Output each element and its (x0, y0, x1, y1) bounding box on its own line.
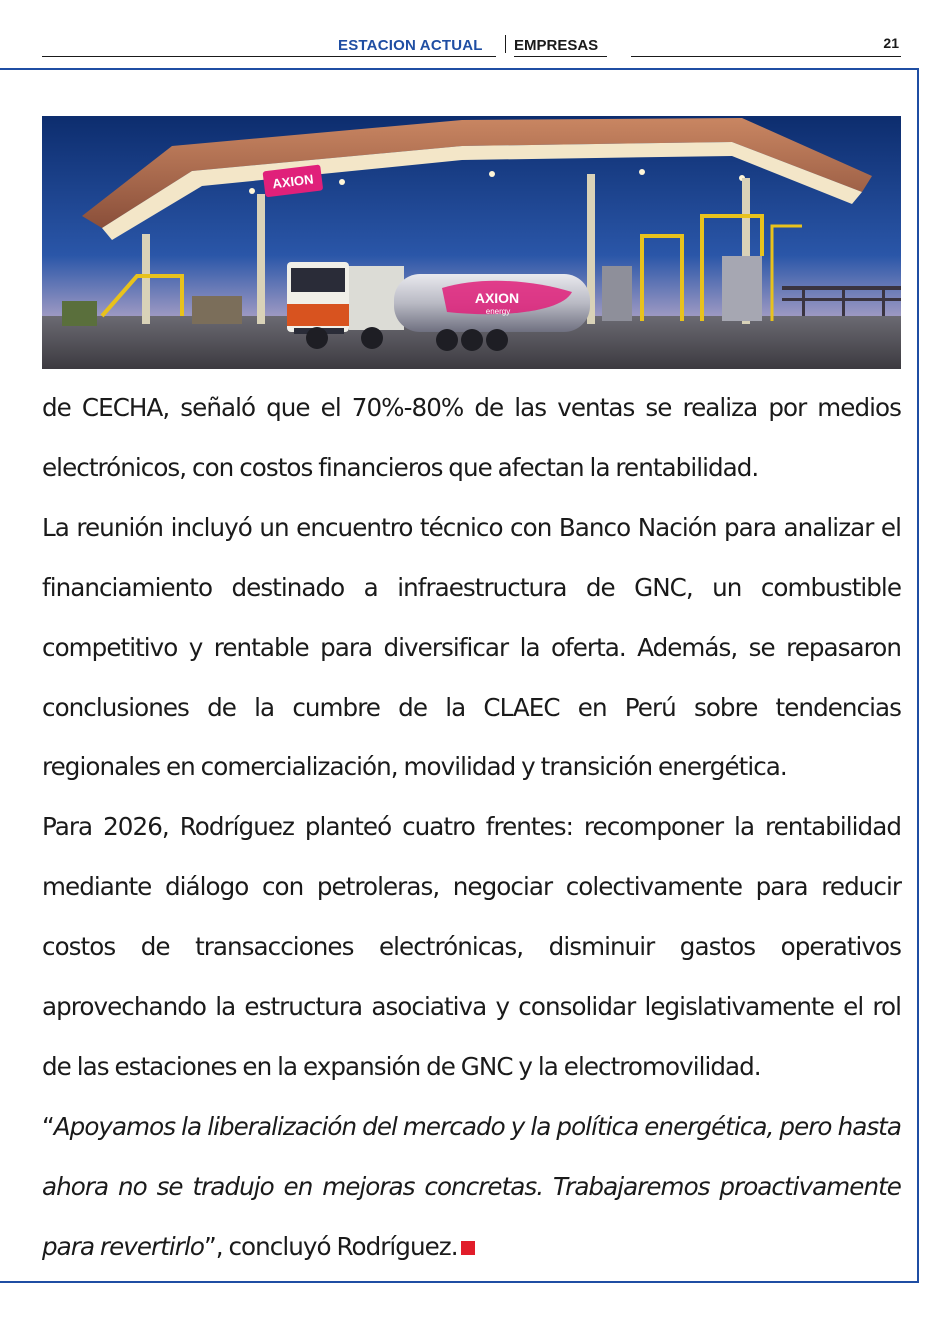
category-label: EMPRESAS (514, 37, 599, 54)
quote-attribution: ”, concluyó Rodríguez. (203, 1231, 458, 1261)
header-rule-left (42, 56, 496, 57)
closing-quote-paragraph (42, 1097, 901, 1277)
tanker-brand-text: AXION (474, 290, 520, 306)
page-number: 21 (883, 35, 899, 51)
frame-top-border (0, 68, 919, 70)
tanker-sub-text: energy (485, 307, 511, 316)
paragraph-3: Para 2026, Rodríguez planteó cuatro frentes: recomponer la rentabilidad mediante diálogo con petroleras, negociar colectivamente para reducir costos de transacciones electrónicas, disminuir gastos operativos aprovechando la estructura asociativa y consolidar legislativamente el rol de las estaciones en la expansión de GNC y la electromovilidad. (42, 812, 901, 1081)
quote-text: Apoyamos la liberalización del mercado y la política energética, pero hasta ahora no se tradujo en mejoras concretas. Trabajaremos proactivamente para revertirlo (42, 1111, 901, 1261)
end-of-article-mark (461, 1241, 475, 1255)
frame-right-border (917, 68, 919, 1283)
article-body (42, 378, 901, 1277)
page-header (0, 0, 935, 70)
article-photo (42, 116, 901, 369)
section-label: ESTACION ACTUAL (338, 37, 483, 54)
header-rule-right (631, 56, 901, 57)
frame-bottom-border (0, 1281, 919, 1283)
axion-sign-text: AXION (271, 171, 315, 192)
quote-open-mark: “ (42, 1111, 54, 1141)
paragraph-2: La reunión incluyó un encuentro técnico con Banco Nación para analizar el financiamiento destinado a infraestructura de GNC, un combustible competitivo y rentable para diversificar la oferta. Además, se repasaron conclusiones de la cumbre de la CLAEC en Perú sobre tendencias regionales en comercialización, movilidad y transición energética. (42, 512, 901, 782)
category-underline (514, 56, 607, 57)
paragraph-1: de CECHA, señaló que el 70%-80% de las ventas se realiza por medios electrónicos, con costos financieros que afectan la rentabilidad. (42, 393, 901, 482)
header-divider (505, 35, 506, 53)
